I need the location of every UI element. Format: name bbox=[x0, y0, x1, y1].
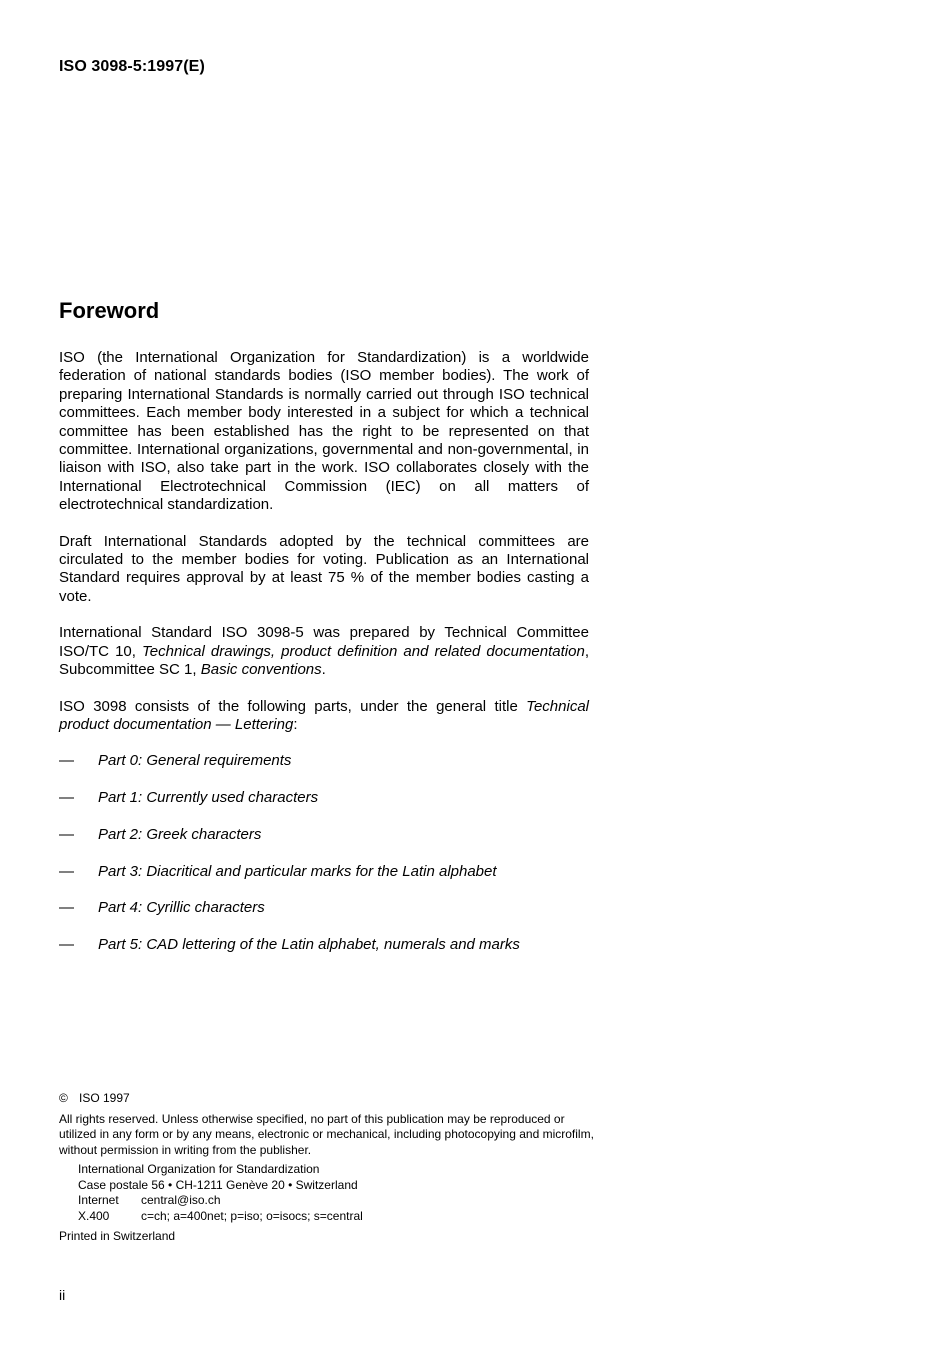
internet-value: central@iso.ch bbox=[141, 1193, 221, 1207]
parts-intro-text-a: ISO 3098 consists of the following parts, under the general title bbox=[59, 697, 527, 715]
part-title: Part 3: Diacritical and particular marks for the Latin alphabet bbox=[98, 862, 497, 880]
x400-value: c=ch; a=400net; p=iso; o=isocs; s=central bbox=[141, 1208, 363, 1223]
part-title: Part 4: Cyrillic characters bbox=[98, 899, 265, 917]
paragraph-iso-description: ISO (the International Organization for Standardization) is a worldwide federation of national standards bodies (ISO member bodies). The work of preparing International Standards is normally carried out through ISO technical committees. Each member body interested in a subject for which a technical committee has been established has the right to be represented on that committee. International organizations, governmental and non-governmental, in liaison with ISO, also take part in the work. ISO collaborates closely with the International Electrotechnical Commission (IEC) on all matters of electrotechnical standardization. bbox=[59, 349, 589, 514]
list-dash: — bbox=[59, 862, 74, 880]
part-title: Part 5: CAD lettering of the Latin alphabet, numerals and marks bbox=[98, 936, 520, 954]
part-title: Part 1: Currently used characters bbox=[98, 789, 319, 807]
document-id: ISO 3098-5:1997(E) bbox=[59, 58, 205, 75]
paragraph-draft-standards: Draft International Standards adopted by the technical committees are circulated to the member bodies for voting. Publication as an International Standard requires approval by at least 75 % of the member bodies casting a vote. bbox=[59, 532, 589, 605]
printed-in: Printed in Switzerland bbox=[59, 1229, 176, 1243]
postal-address: Case postale 56 • CH-1211 Genève 20 • Switzerland bbox=[78, 1177, 358, 1192]
list-item bbox=[59, 752, 589, 770]
page-number: ii bbox=[59, 1287, 66, 1303]
list-dash: — bbox=[59, 752, 74, 770]
list-item bbox=[59, 899, 589, 917]
x400-row bbox=[78, 1209, 594, 1225]
foreword-title: Foreword bbox=[59, 298, 160, 323]
preparation-text-e: . bbox=[321, 661, 326, 679]
preparation-text-c: , Subcommittee SC 1, bbox=[59, 642, 589, 679]
part-title: Part 0: General requirements bbox=[98, 752, 292, 770]
publisher-address bbox=[78, 1162, 594, 1224]
list-dash: — bbox=[59, 825, 74, 843]
list-item bbox=[59, 789, 589, 807]
general-title: Technical product documentation — Lettering bbox=[59, 697, 589, 733]
copyright-block bbox=[59, 1091, 594, 1245]
rights-statement: All rights reserved. Unless otherwise specified, no part of this publication may be reproduced or utilized in any form or by any means, electronic or mechanical, including photocopying and microfilm, without permission in writing from the publisher. bbox=[59, 1111, 594, 1157]
copyright-year: ISO 1997 bbox=[79, 1091, 130, 1105]
part-title: Part 2: Greek characters bbox=[98, 825, 262, 843]
list-dash: — bbox=[59, 789, 74, 807]
list-item bbox=[59, 863, 589, 881]
foreword-body bbox=[59, 349, 589, 973]
list-dash: — bbox=[59, 936, 74, 954]
preparation-text-a: International Standard ISO 3098-5 was prepared by Technical Committee ISO/TC 10, bbox=[59, 624, 589, 660]
list-dash: — bbox=[59, 899, 74, 917]
copyright-symbol: © bbox=[59, 1091, 68, 1105]
x400-label: X.400 bbox=[78, 1208, 110, 1223]
parts-list bbox=[59, 752, 589, 954]
committee-title: Technical drawings, product definition and related documentation bbox=[142, 642, 585, 660]
copyright-line bbox=[59, 1091, 594, 1107]
parts-intro-text-c: : bbox=[293, 715, 298, 733]
subcommittee-title: Basic conventions bbox=[200, 661, 322, 679]
org-name: International Organization for Standardization bbox=[78, 1162, 320, 1176]
list-item bbox=[59, 826, 589, 844]
internet-row bbox=[78, 1193, 594, 1209]
internet-label: Internet bbox=[78, 1193, 119, 1207]
paragraph-preparation bbox=[59, 624, 589, 679]
list-item bbox=[59, 936, 589, 954]
paragraph-parts-intro bbox=[59, 698, 589, 735]
